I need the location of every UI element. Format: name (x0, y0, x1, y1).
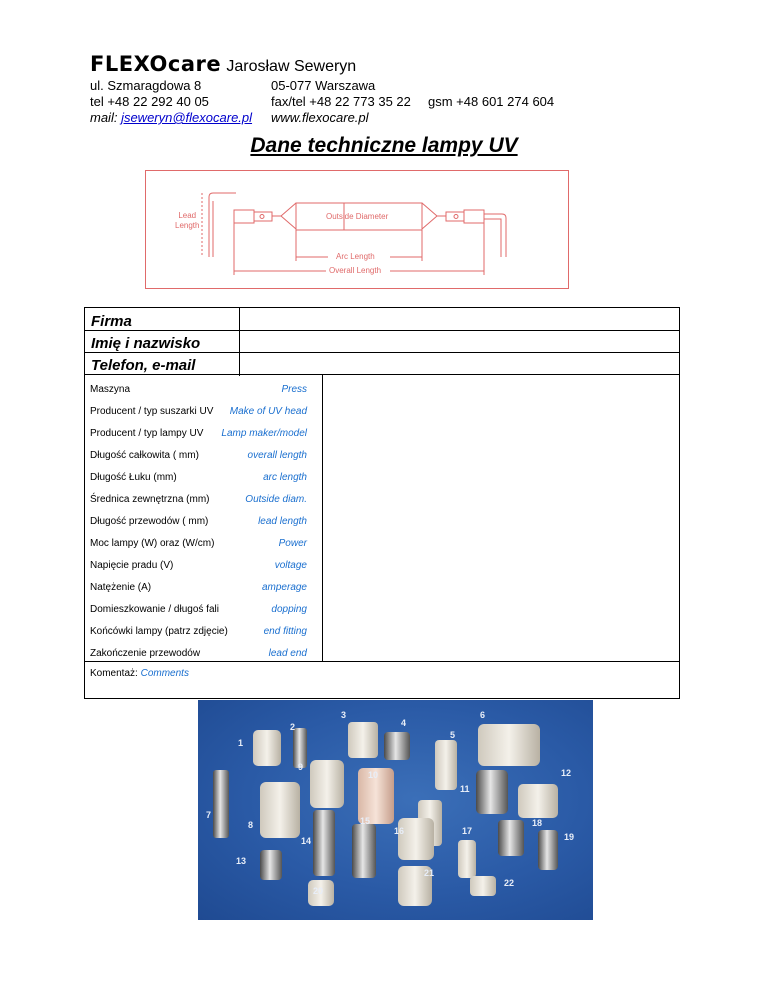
outside-diameter-label: Outside Diameter (326, 212, 389, 221)
row-hint: Power (278, 538, 307, 549)
row-label: Długość Łuku (mm) (90, 472, 177, 483)
comment-line (90, 668, 189, 679)
fitting-number: 2 (290, 722, 296, 732)
lamp-diagram (145, 170, 569, 289)
fitting-number: 12 (561, 768, 572, 778)
row-hint: Make of UV head (229, 406, 307, 417)
comment-label: Komentaż: (90, 668, 141, 679)
name-field[interactable] (240, 331, 679, 352)
street: ul. Szmaragdowa 8 (90, 78, 202, 93)
page-title: Dane techniczne lampy UV (250, 134, 518, 157)
email-link[interactable]: jseweryn@flexocare.pl (121, 110, 253, 125)
row-hint: Lamp maker/model (221, 428, 307, 439)
fitting-number: 13 (236, 856, 247, 866)
row-hint: end fitting (263, 626, 307, 637)
row-hint: dopping (271, 604, 307, 615)
row-label: Długość przewodów ( mm) (90, 516, 209, 527)
comment-hint: Comments (140, 668, 189, 679)
row-label: Średnica zewnętrzna (mm) (90, 494, 210, 505)
row-label: Domieszkowanie / długoś fali (90, 604, 219, 615)
company-label: Firma (91, 313, 132, 330)
phone: tel +48 22 292 40 05 (90, 94, 209, 109)
contact-block (271, 78, 411, 126)
fitting-number: 9 (298, 762, 304, 772)
row-label: Natężenie (A) (90, 582, 152, 593)
end-fittings-photo (198, 700, 593, 920)
fitting-number: 14 (301, 836, 312, 846)
fitting-number: 7 (206, 810, 212, 820)
row-hint: Outside diam. (245, 494, 307, 505)
fitting-number: 16 (394, 826, 405, 836)
fax: fax/tel +48 22 773 35 22 (271, 94, 411, 109)
row-hint: amperage (261, 582, 307, 593)
right-end-cap (464, 210, 484, 223)
fitting-number: 20 (313, 886, 324, 896)
company-header (90, 52, 356, 77)
company-field[interactable] (240, 308, 679, 330)
address-block (90, 78, 252, 126)
fitting-number: 18 (532, 818, 543, 828)
row-label: Długość całkowita ( mm) (90, 450, 199, 461)
fitting-number: 6 (480, 710, 486, 720)
row-hint: lead length (258, 516, 307, 527)
fitting-number: 5 (450, 730, 456, 740)
website: www.flexocare.pl (271, 110, 369, 125)
fitting-number: 10 (368, 770, 379, 780)
row-label: Maszyna (90, 384, 131, 395)
row-hint: overall length (247, 450, 307, 461)
brand-logo: FLEXOcare (90, 52, 222, 76)
values-column[interactable] (323, 375, 679, 661)
row-label: Producent / typ lampy UV (90, 428, 204, 439)
row-label: Producent / typ suszarki UV (90, 406, 214, 417)
left-end-cap (234, 210, 254, 223)
technical-form (84, 307, 680, 699)
owner-name: Jarosław Seweryn (226, 58, 357, 75)
row-label: Moc lampy (W) oraz (W/cm) (90, 538, 215, 549)
phone-field[interactable] (240, 353, 679, 374)
lead-length-label: Lead Length (175, 211, 200, 230)
gsm: gsm +48 601 274 604 (428, 94, 555, 109)
row-hint: lead end (268, 648, 307, 659)
fitting-number: 4 (401, 718, 407, 728)
row-hint: arc length (263, 472, 307, 483)
arc-length-label: Arc Length (336, 252, 375, 261)
overall-length-label: Overall Length (329, 266, 382, 275)
fittings-illustration (198, 700, 593, 920)
fitting-number: 17 (462, 826, 473, 836)
fitting-number: 11 (460, 784, 470, 794)
fitting-number: 8 (248, 820, 254, 830)
city: 05-077 Warszawa (271, 78, 376, 93)
fitting-number: 19 (564, 832, 575, 842)
name-label: Imię i nazwisko (91, 335, 201, 352)
fitting-number: 1 (238, 738, 244, 748)
fitting-number: 15 (360, 816, 371, 826)
fitting-number: 3 (341, 710, 347, 720)
fitting-number: 21 (424, 868, 435, 878)
mail-label: mail: (90, 110, 122, 125)
phone-label: Telefon, e-mail (91, 357, 196, 374)
row-hint: Press (281, 384, 307, 395)
right-lead (484, 214, 506, 257)
row-hint: voltage (274, 560, 307, 571)
fitting-number: 22 (504, 878, 515, 888)
row-label: Napięcie pradu (V) (90, 560, 174, 571)
row-label: Zakończenie przewodów (90, 648, 201, 659)
mail-line (90, 110, 252, 126)
comment-field[interactable] (85, 682, 679, 698)
row-label: Końcówki lampy (patrz zdjęcie) (90, 626, 228, 637)
